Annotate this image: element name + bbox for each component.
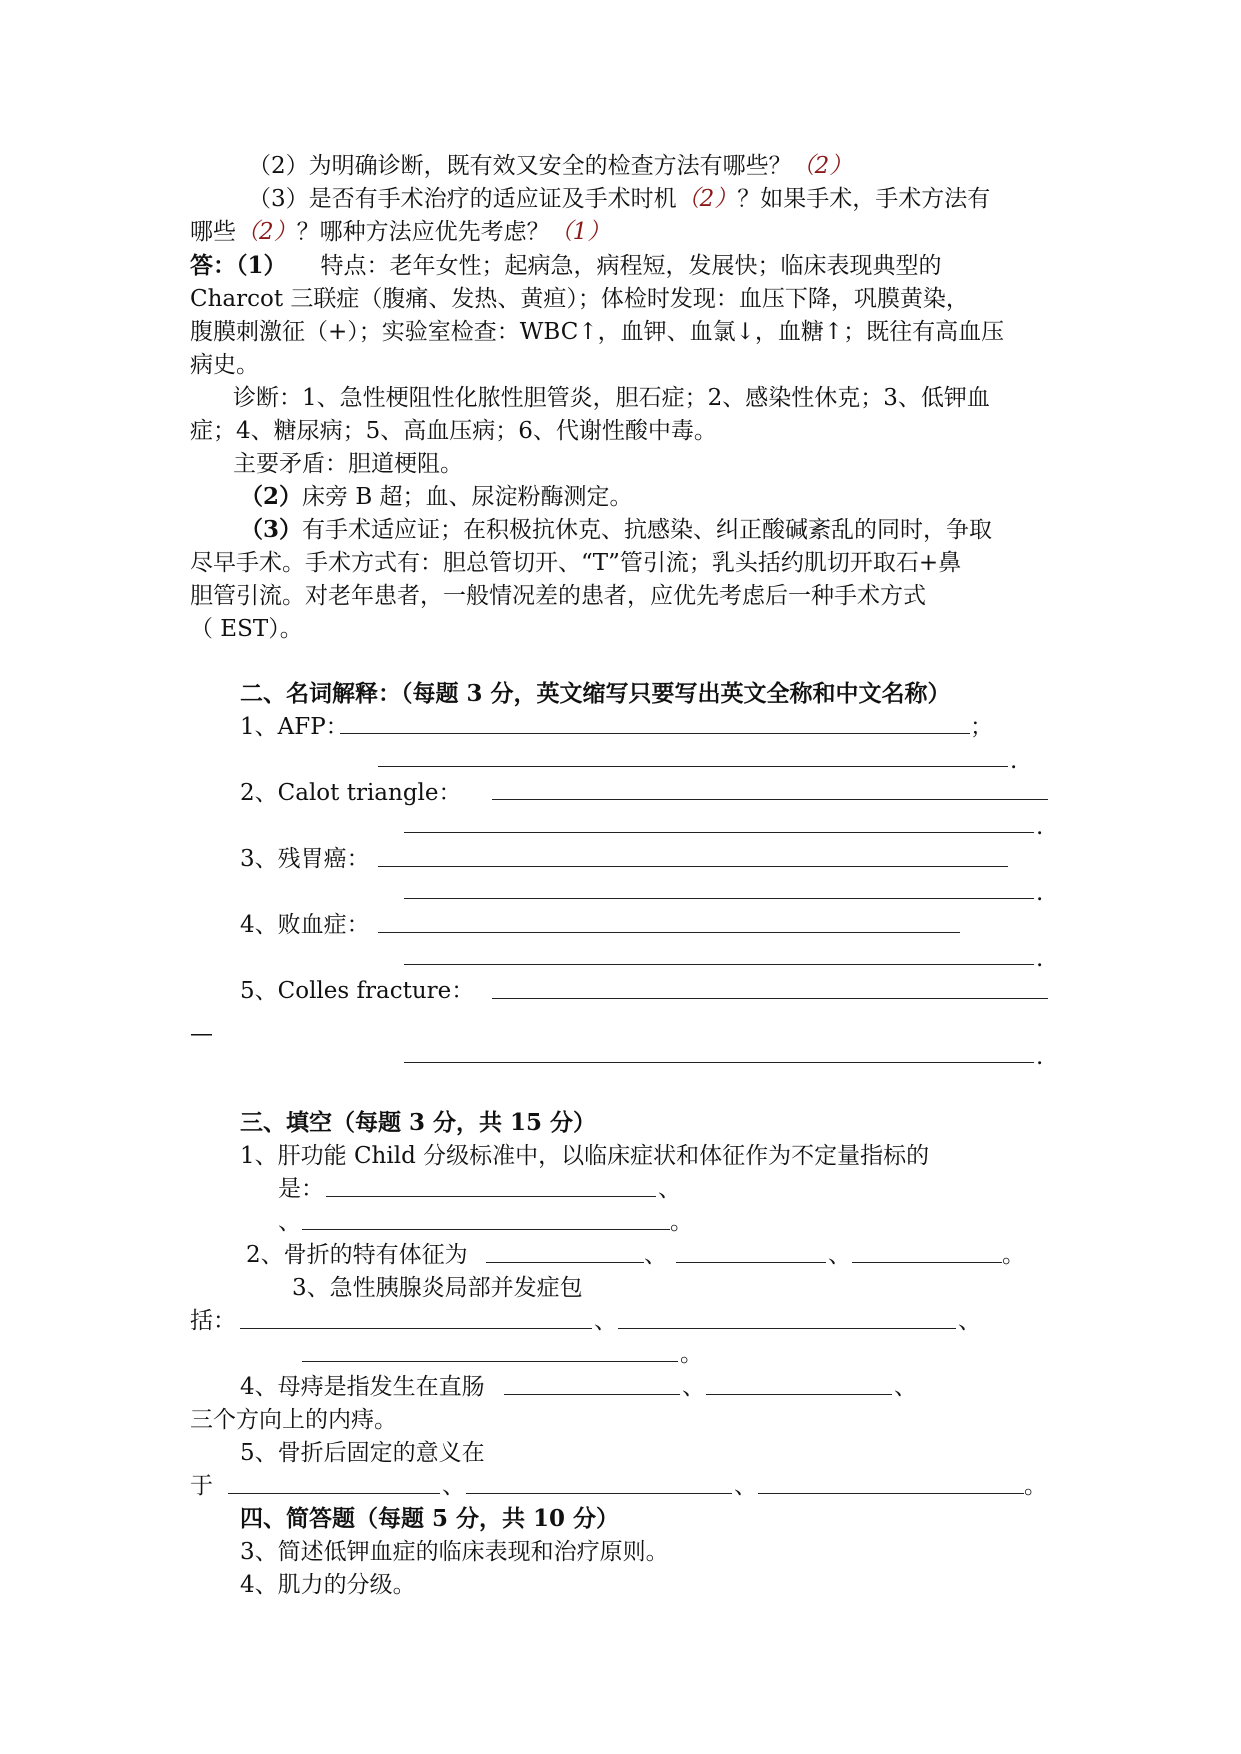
term-sepsis-label: 4、败血症： [240,912,370,938]
answer-blank[interactable] [378,932,960,933]
answer-blank[interactable] [240,1328,592,1329]
score-mark: （2） [791,153,853,179]
period: . [1036,814,1044,840]
end-mark: 。 [1024,1473,1047,1499]
fill-1-line1: 1、肝功能 Child 分级标准中，以临床症状和体征作为不定量指标的 [240,1143,930,1169]
end-mark: 。 [680,1341,703,1367]
answer-blank[interactable] [378,866,1008,867]
section-2-title: 二、名词解释：（每题 3 分，英文缩写只要写出英文全称和中文名称） [240,680,951,707]
answer-1-line2: Charcot 三联症（腹痛、发热、黄疸）；体检时发现：血压下降，巩膜黄染， [190,286,969,312]
period: . [1010,748,1018,774]
fill-3-prefix: 括： [190,1308,236,1334]
separator: 、 [658,1176,681,1202]
end-mark: 。 [1002,1242,1025,1268]
main-contradiction: 主要矛盾：胆道梗阻。 [233,451,463,477]
fill-5-prefix: 于 [190,1473,213,1499]
diagnosis-line2: 症；4、糖尿病；5、高血压病；6、代谢性酸中毒。 [190,418,717,444]
question-3-line1: （3）是否有手术治疗的适应证及手术时机（2）？如果手术，手术方法有 [248,186,991,212]
question-2: （2）为明确诊断，既有效又安全的检查方法有哪些？（2） [248,153,853,179]
answer-blank[interactable] [404,1062,1034,1063]
answer-3-line4: （ EST）。 [190,616,303,642]
period: . [1036,880,1044,906]
separator: 、 [894,1374,917,1400]
answer-blank[interactable] [852,1262,1002,1263]
fill-2-prefix: 2、骨折的特有体征为 [246,1242,468,1268]
fill-5-line1: 5、骨折后固定的意义在 [240,1440,485,1466]
score-mark: （1） [549,219,611,245]
separator: 、 [734,1473,757,1499]
separator: 、 [682,1374,705,1400]
answer-3-line1: （3）有手术适应证；在积极抗休克、抗感染、纠正酸碱紊乱的同时，争取 [240,516,993,543]
term-gastric-stump-label: 3、残胃癌： [240,846,370,872]
term-colles-label: 5、Colles fracture： [240,978,475,1004]
answer-blank[interactable] [326,1196,656,1197]
period: . [1036,946,1044,972]
fill-1-prefix: 是： [278,1176,324,1202]
answer-blank[interactable] [758,1493,1024,1494]
answer-blank[interactable] [302,1229,670,1230]
answer-blank[interactable] [302,1361,678,1362]
answer-blank[interactable] [492,799,1048,800]
fill-4-prefix: 4、母痔是指发生在直肠 [240,1374,485,1400]
short-answer-3: 3、简述低钾血症的临床表现和治疗原则。 [240,1539,669,1565]
answer-3-line2: 尽早手术。手术方式有：胆总管切开、“T”管引流；乳头括约肌切开取石+鼻 [190,550,962,576]
answer-blank[interactable] [618,1328,956,1329]
section-3-title: 三、填空（每题 3 分，共 15 分） [240,1109,597,1136]
fill-4-line2: 三个方向上的内痔。 [190,1407,397,1433]
answer-blank[interactable] [466,1493,732,1494]
period: . [1036,1044,1044,1070]
answer-1-line4: 病史。 [190,352,259,378]
score-mark: （2） [676,186,738,212]
question-3-line2: 哪些（2）？哪种方法应优先考虑？（1） [190,219,611,245]
answer-blank[interactable] [486,1262,644,1263]
fill-3-line1: 3、急性胰腺炎局部并发症包 [292,1275,583,1301]
answer-blank[interactable] [504,1394,680,1395]
end-mark: 。 [670,1209,693,1235]
answer-blank[interactable] [378,766,1008,767]
diagnosis-line1: 诊断：1、急性梗阻性化脓性胆管炎，胆石症；2、感染性休克；3、低钾血 [233,385,990,411]
separator: 、 [278,1209,301,1235]
answer-blank[interactable] [404,898,1034,899]
separator: 、 [958,1308,981,1334]
answer-blank[interactable] [404,832,1034,833]
answer-blank[interactable] [404,964,1034,965]
separator: 、 [594,1308,617,1334]
answer-blank[interactable] [676,1262,826,1263]
stray-dash: — [190,1021,213,1047]
answer-2: （2）床旁 B 超；血、尿淀粉酶测定。 [240,483,633,510]
short-answer-4: 4、肌力的分级。 [240,1572,416,1598]
answer-blank[interactable] [228,1493,440,1494]
answer-1-line3: 腹膜刺激征（+）；实验室检查：WBC↑，血钾、血氯↓，血糖↑；既往有高血压 [190,319,1005,345]
semicolon: ； [970,714,993,740]
separator: 、 [828,1242,851,1268]
term-afp-label: 1、AFP： [240,714,349,740]
answer-3-line3: 胆管引流。对老年患者，一般情况差的患者，应优先考虑后一种手术方式 [190,583,926,609]
answer-blank[interactable] [340,733,970,734]
separator: 、 [644,1242,667,1268]
answer-blank[interactable] [706,1394,892,1395]
score-mark: （2） [236,219,297,245]
answer-label: 答：（1） [190,252,287,279]
answer-blank[interactable] [492,998,1048,999]
answer-1-line1: 答：（1） 特点：老年女性；起病急，病程短，发展快；临床表现典型的 [190,252,942,279]
separator: 、 [442,1473,465,1499]
section-4-title: 四、简答题（每题 5 分，共 10 分） [240,1505,620,1532]
term-calot-label: 2、Calot triangle： [240,780,462,806]
